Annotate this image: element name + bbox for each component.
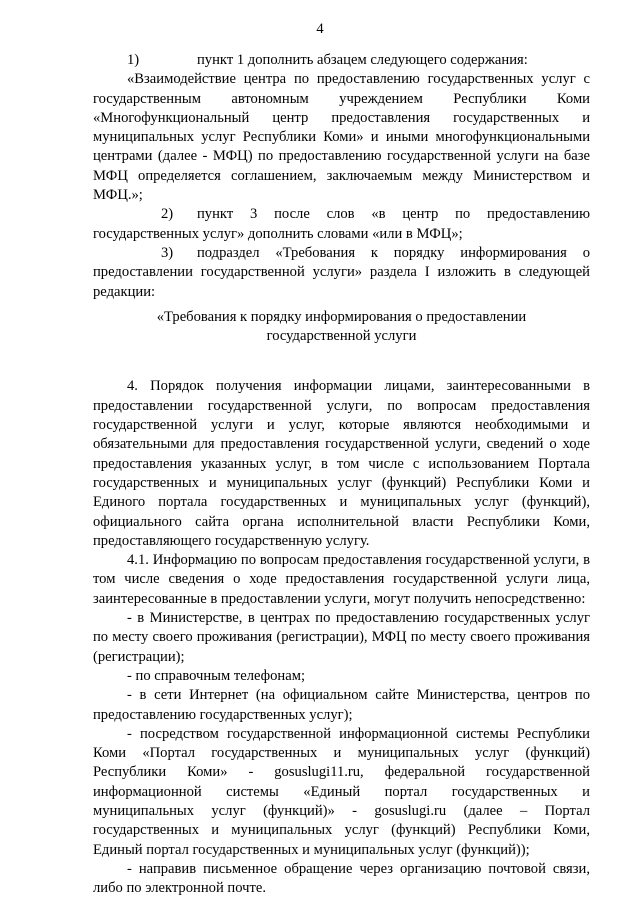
page-number: 4 (316, 21, 324, 37)
item-text: подраздел «Требования к порядку информирования о предоставлении государственной услуги» раздела I изложить в следующей редакции: (93, 244, 590, 300)
bullet-paragraph: - в Министерстве, в центрах по предоставлению государственных услуг по месту своего проживания (регистрации), МФЦ по месту своего проживания (регистрации); (93, 610, 590, 665)
paragraph: 4. Порядок получения информации лицами, заинтересованными в предоставлении государственной услуги, по вопросам предоставления государственной услуги и услуг, которые являются необходимыми и обязательными для предоставления государственной услуги, сведений о ходе предоставления указанных услуг, в том числе с использованием Портала государственных и муниципальных услуг (функций) Республики Коми и Единого портала государственных и муниципальных услуг (функций), официального сайта органа исполнительной власти Республики Коми, предоставляющего государственную услугу. (93, 378, 590, 549)
bullet-paragraph: - в сети Интернет (на официальном сайте Министерства, центров по предоставлению государственных услуг); (93, 687, 590, 723)
document-body (93, 51, 590, 898)
list-item-2 (93, 205, 590, 244)
item-number: 1) (127, 52, 140, 68)
item-text: пункт 3 после слов «в центр по предоставлению государственных услуг» дополнить словами «или в МФЦ»; (93, 206, 590, 242)
item-number: 2) (161, 206, 174, 223)
bullet-paragraph: - посредством государственной информационной системы Республики Коми «Портал государственных и муниципальных услуг (функций) Республики Коми» - gosuslugi11.ru, федеральной государственной информационной системы «Единый портал государственных и муниципальных услуг (функций)» - gosuslugi.ru (далее – Портал государственных и муниципальных услуг (функций) Республики Коми, Единый портал государственных и муниципальных услуг (функций)); (93, 725, 590, 858)
item-number: 3) (161, 244, 174, 261)
section-heading (93, 308, 590, 347)
list-item-3 (93, 244, 590, 302)
section-heading-line1: «Требования к порядку информирования о предоставлении (156, 308, 527, 325)
list-item-1 (93, 51, 590, 70)
item-text: пункт 1 дополнить абзацем следующего содержания: (197, 52, 528, 68)
quoted-paragraph: «Взаимодействие центра по предоставлению государственных услуг с государственным автономным учреждением Республики Коми «Многофункциональный центр предоставления государственных и муниципальных услуг Республики Коми» и иными многофункциональными центрами (далее - МФЦ) по предоставлению государственной услуги на базе МФЦ определяется соглашением, заключаемым между Министерством и МФЦ.»; (93, 71, 590, 204)
paragraph: 4.1. Информацию по вопросам предоставления государственной услуги, в том числе сведения о ходе предоставления государственной услуги лица, заинтересованные в предоставлении услуги, могут получить непосредственно: (93, 552, 590, 607)
section-heading-line2: государственной услуги (266, 328, 417, 345)
bullet-paragraph: - по справочным телефонам; (127, 667, 305, 684)
bullet-paragraph: - направив письменное обращение через организацию почтовой связи, либо по электронной почте. (93, 860, 590, 897)
